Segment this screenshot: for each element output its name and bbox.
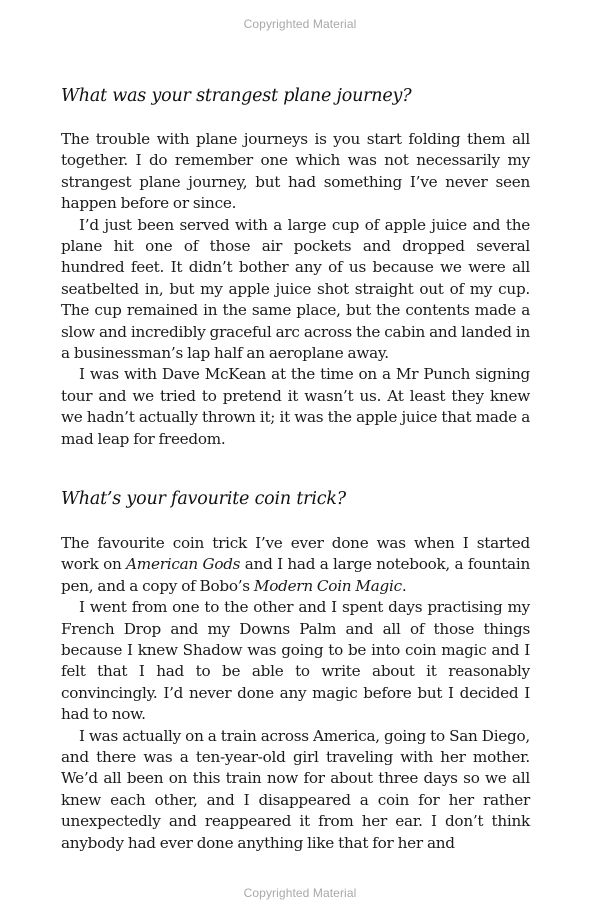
book-title-modern-coin-magic: Modern Coin Magic xyxy=(253,576,402,595)
paragraph: I’d just been served with a large cup of apple juice and the plane hit one of those air pockets and dropped several hundred feet. It didn’t bother any of us because we were all seatbelted in, but my apple juice shot straight out of my cup. The cup remained in the same place, but the contents made a slow and incredibly graceful arc across the cabin and landed in a businessman’s lap half an aeroplane away. xyxy=(61,215,530,363)
section-plane-journey xyxy=(61,129,530,450)
section-coin-trick xyxy=(61,533,530,854)
copyright-watermark-bottom: Copyrighted Material xyxy=(243,886,357,900)
copyright-watermark-top: Copyrighted Material xyxy=(243,17,357,31)
paragraph: I was actually on a train across America, going to San Diego, and there was a ten-year-old girl traveling with her mother. We’d all been on this train now for about three days so we all knew each other, and I disappeared a coin for her rather unexpectedly and reappeared it from her ear. I don’t think anybody had ever done anything like that for her and xyxy=(61,726,530,852)
book-title-american-gods: American Gods xyxy=(126,555,241,574)
paragraph: I went from one to the other and I spent days practising my French Drop and my Downs Palm and all of those things because I knew Shadow was going to be into coin magic and I felt that I had to be able to write about it reasonably convincingly. I’d never done any magic before but I decided I had to now. xyxy=(61,598,530,724)
paragraph: The trouble with plane journeys is you start folding them all together. I do remember one which was not necessarily my strangest plane journey, but had something I’ve never seen happen before or since. xyxy=(61,130,530,213)
section-heading-coin-trick: What’s your favourite coin trick? xyxy=(61,489,346,509)
paragraph: I was with Dave McKean at the time on a Mr Punch signing tour and we tried to pretend it wasn’t us. At least they knew we hadn’t actually thrown it; it was the apple juice that made a mad leap for freedom. xyxy=(61,365,530,448)
paragraph: The favourite coin trick I’ve ever done was when I started work on American Gods and I had a large notebook, a fountain pen, and a copy of Bobo’s Modern Coin Magic. xyxy=(61,534,530,595)
section-heading-plane-journey: What was your strangest plane journey? xyxy=(61,86,412,106)
